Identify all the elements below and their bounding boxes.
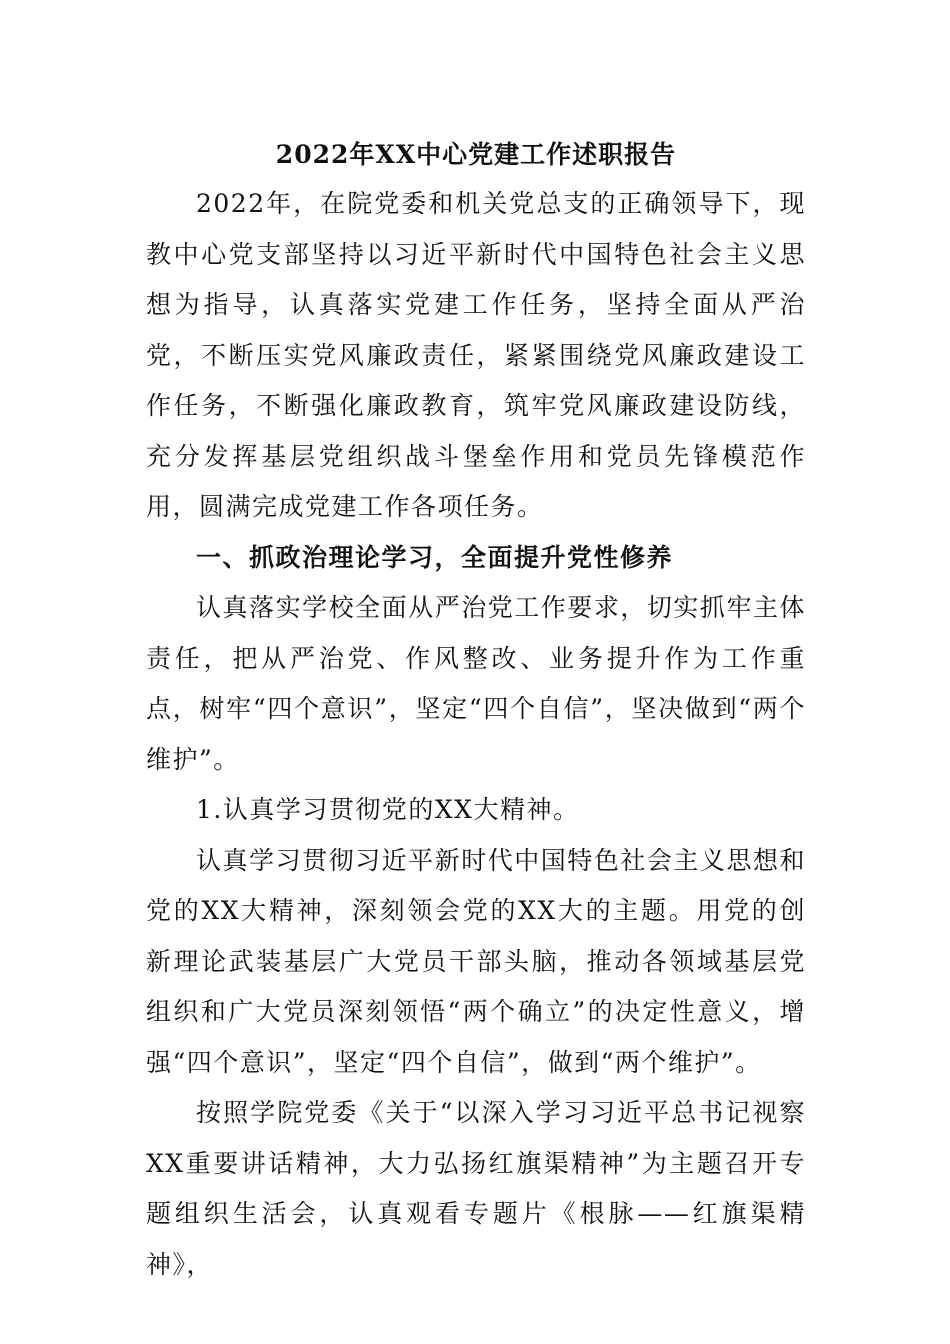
intro-paragraph: 2022年，在院党委和机关党总支的正确领导下，现教中心党支部坚持以习近平新时代中国特色社会主义思想为指导，认真落实党建工作任务，坚持全面从严治党，不断压实党风廉政责任，紧紧围绕党风廉政建设工作任务，不断强化廉政教育，筑牢党风廉政建设防线，充分发挥基层党组织战斗堡垒作用和党员先锋模范作用，圆满完成党建工作各项任务。 [146,189,806,521]
item-paragraph: 认真学习贯彻习近平新时代中国特色社会主义思想和党的XX大精神，深刻领会党的XX大的主题。用党的创新理论武装基层广大党员干部头脑，推动各领域基层党组织和广大党员深刻领悟“两个确立”的决定性意义，增强“四个意识”，坚定“四个自信”，做到“两个维护”。 [146,845,806,1077]
item-heading: 1.认真学习贯彻党的XX大精神。 [196,795,580,824]
item-paragraph-continued: 按照学院党委《关于“以深入学习习近平总书记视察XX重要讲话精神，大力弘扬红旗渠精神”为主题召开专题组织生活会，认真观看专题片《根脉——红旗渠精神》， [146,1098,806,1279]
document-body [146,131,806,1290]
section-paragraph: 认真落实学校全面从严治党工作要求，切实抓牢主体责任，把从严治党、作风整改、业务提升作为工作重点，树牢“四个意识”，坚定“四个自信”，坚决做到“两个维护”。 [146,593,806,774]
document-title: 2022年XX中心党建工作述职报告 [275,140,677,169]
section-heading: 一、抓政治理论学习，全面提升党性修养 [196,542,674,572]
